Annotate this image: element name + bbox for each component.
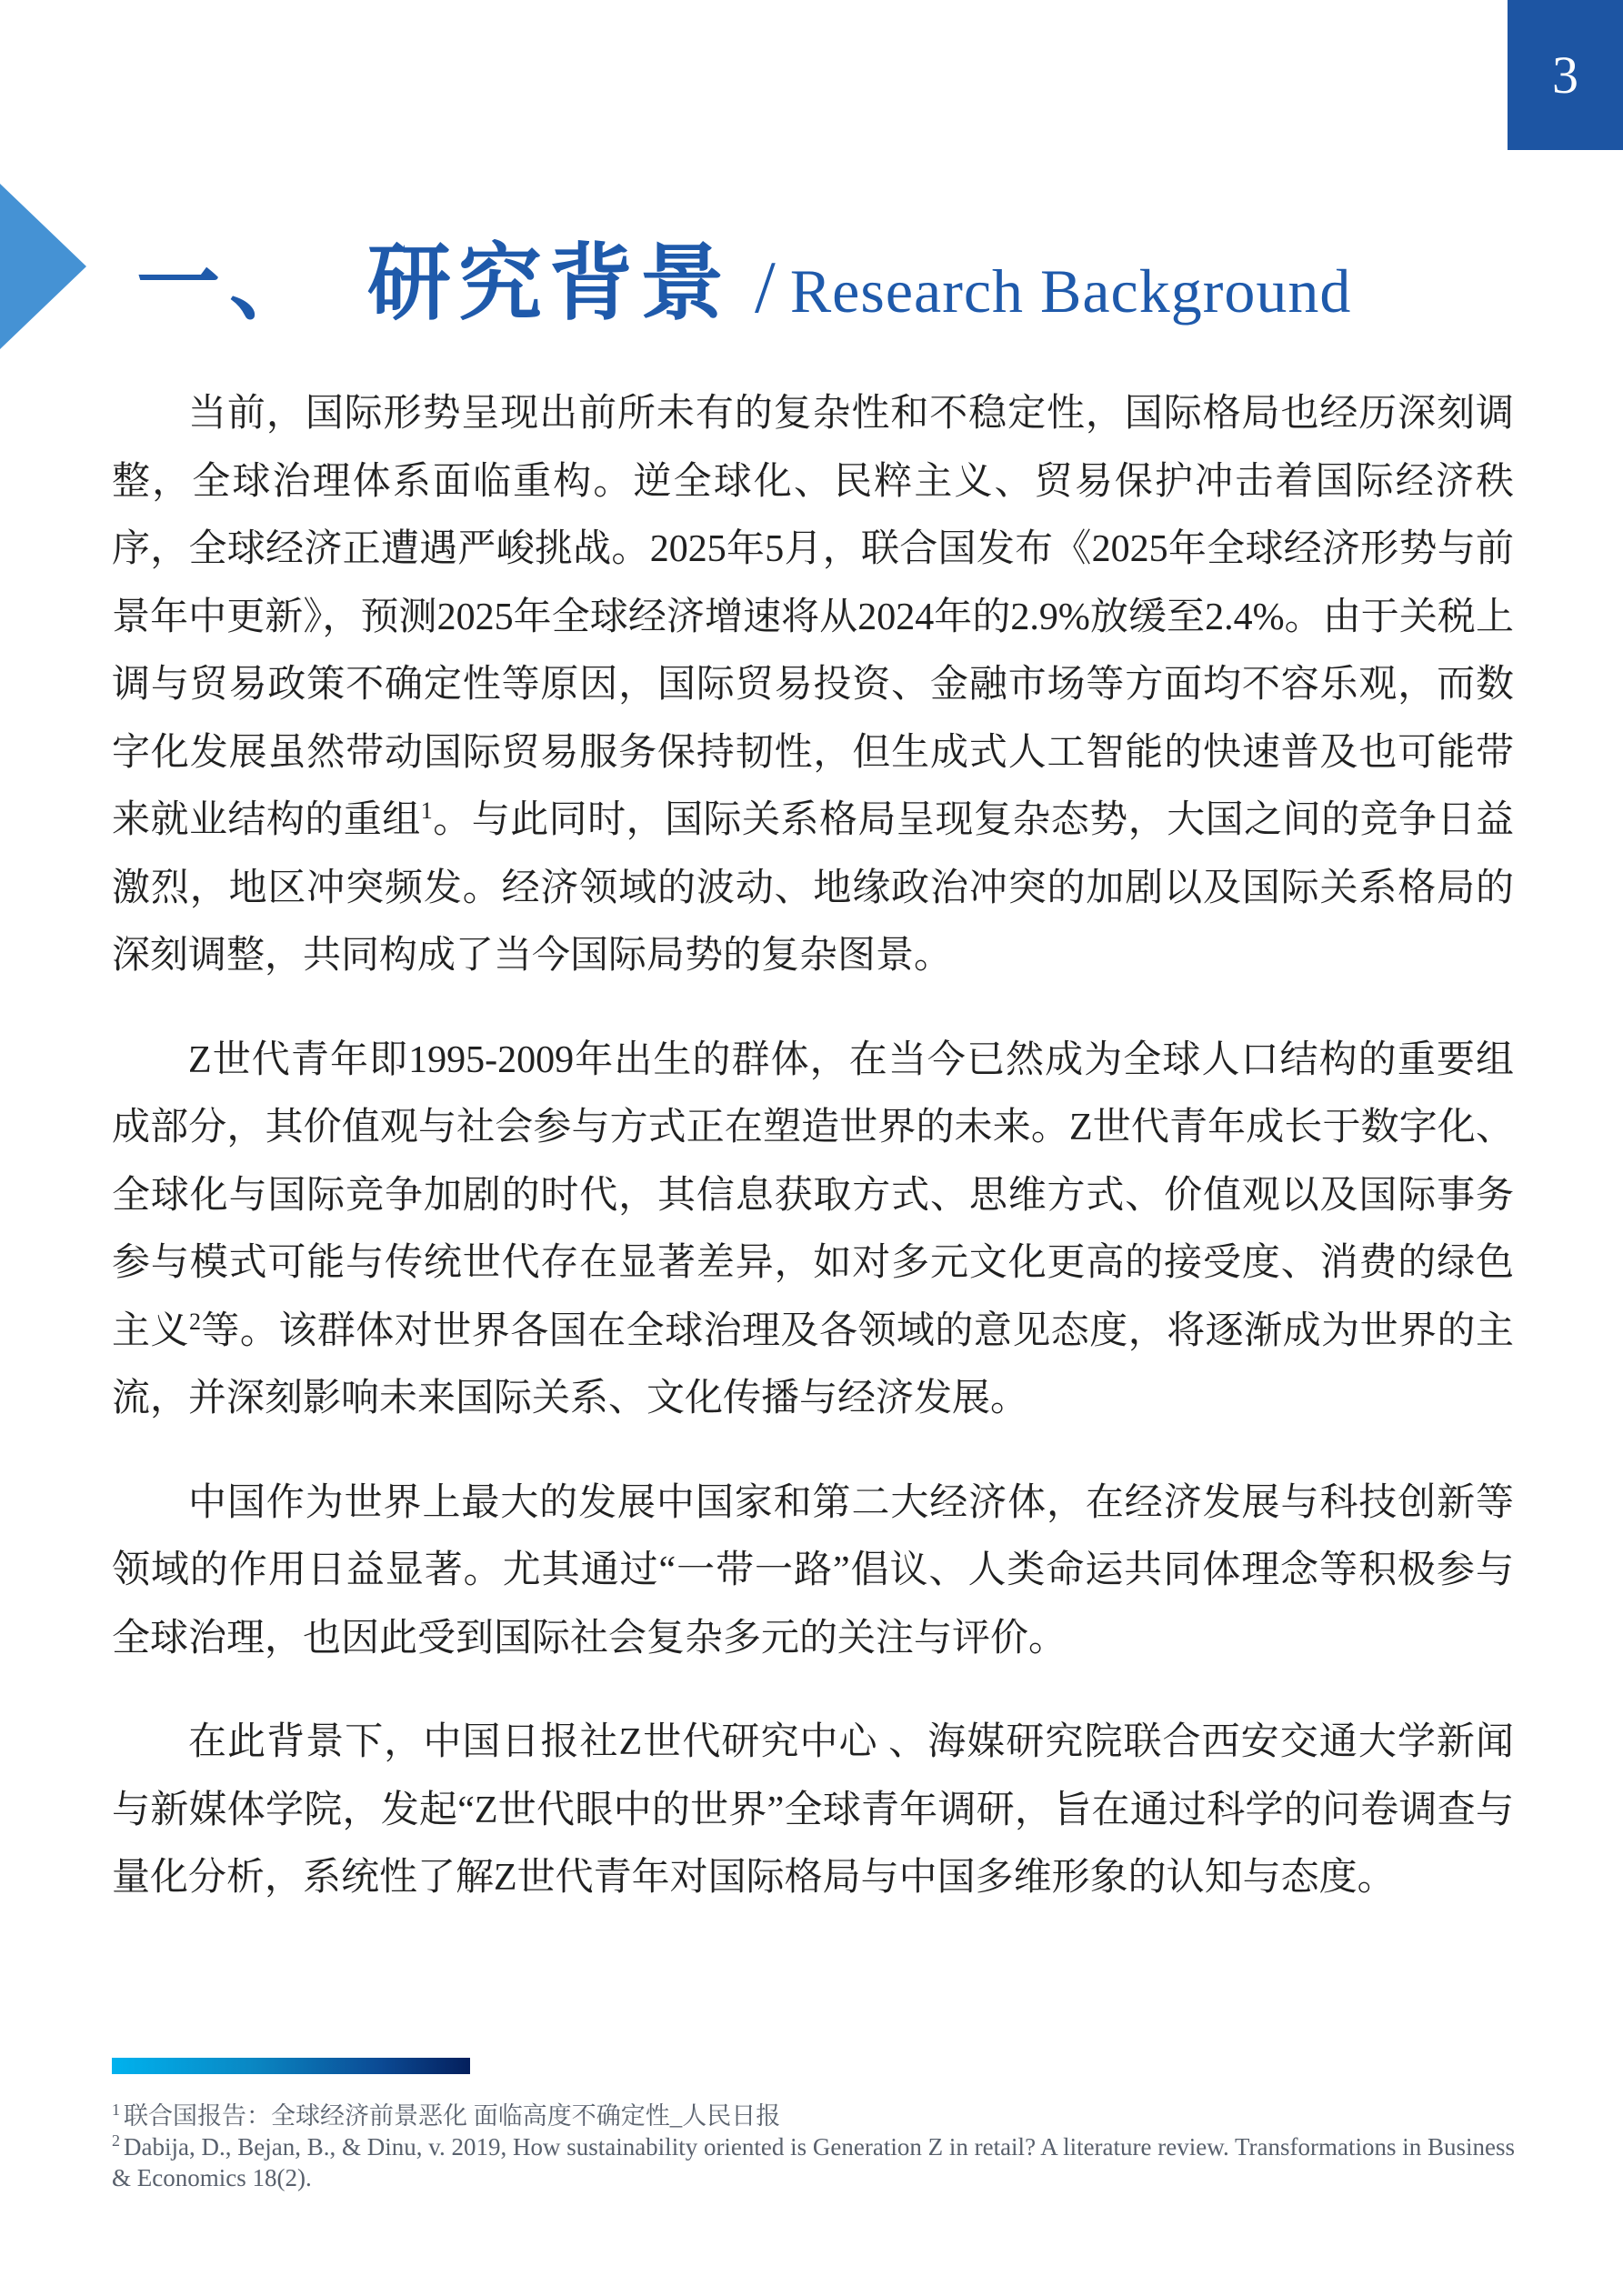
body-paragraph: 中国作为世界上最大的发展中国家和第二大经济体，在经济发展与科技创新等领域的作用日益显著。尤其通过“一带一路”倡议、人类命运共同体理念等积极参与全球治理，也因此受到国际社会复杂多元的关注与评价。	[112, 1481, 1514, 1659]
body-paragraph: 当前，国际形势呈现出前所未有的复杂性和不稳定性，国际格局也经历深刻调整，全球治理体系面临重构。逆全球化、民粹主义、贸易保护冲击着国际经济秩序，全球经济正遭遇严峻挑战。2025年5月，联合国发布《2025年全球经济形势与前景年中更新》，预测2025年全球经济增速将从2024年的2.9%放缓至2.4%。由于关税上调与贸易政策不确定性等原因，国际贸易投资、金融市场等方面均不容乐观，而数字化发展虽然带动国际贸易服务保持韧性，但生成式人工智能的快速普及也可能带来就业结构的重组$^1$。与此同时，国际关系格局呈现复杂态势，大国之间的竞争日益激烈，地区冲突频发。经济领域的波动、地缘政治冲突的加剧以及国际关系格局的深刻调整，共同构成了当今国际局势的复杂图景。	[112, 393, 1514, 977]
footnote-marker: 2	[112, 2131, 120, 2150]
section-title-zh: 研究背景	[367, 237, 732, 330]
footnote: $^1$ 联合国报告：全球经济前景恶化 面临高度不确定性_人民日报	[112, 2100, 781, 2130]
body-paragraph: 在此背景下，中国日报社Z世代研究中心 、海媒研究院联合西安交通大学新闻与新媒体学院，发起“Z世代眼中的世界”全球青年调研，旨在通过科学的问卷调查与量化分析，系统性了解Z世代青年对国际格局与中国多维形象的认知与态度。	[112, 1721, 1514, 1899]
section-index: 一、	[136, 237, 323, 330]
footnote-ref: 2	[188, 1308, 201, 1335]
footnotes	[112, 2100, 1530, 2193]
section-title	[136, 216, 1351, 336]
footnote-divider-bar	[112, 2058, 470, 2074]
footnote: $^2$ Dabija, D., Bejan, B., & Dinu, v. 2019, How sustainability oriented is Generation Z in retail? A literature review. Transformations in Business & Economics 18(2).	[112, 2131, 1515, 2191]
section-title-en: Research Background	[789, 256, 1352, 326]
body-text	[112, 380, 1514, 1949]
body-paragraph: Z世代青年即1995-2009年出生的群体，在当今已然成为全球人口结构的重要组成部分，其价值观与社会参与方式正在塑造世界的未来。Z世代青年成长于数字化、全球化与国际竞争加剧的时代，其信息获取方式、思维方式、价值观以及国际事务参与模式可能与传统世代存在显著差异，如对多元文化更高的接受度、消费的绿色主义$^2$等。该群体对世界各国在全球治理及各领域的意见态度，将逐渐成为世界的主流，并深刻影响未来国际关系、文化传播与经济发展。	[112, 1038, 1514, 1419]
page-number-box	[1508, 0, 1623, 150]
footnote-ref: 1	[420, 797, 433, 824]
footnote-marker: 1	[112, 2100, 120, 2119]
page-number: 3	[1552, 45, 1578, 105]
section-arrow-icon	[0, 184, 86, 349]
title-divider-slash: /	[755, 246, 776, 328]
